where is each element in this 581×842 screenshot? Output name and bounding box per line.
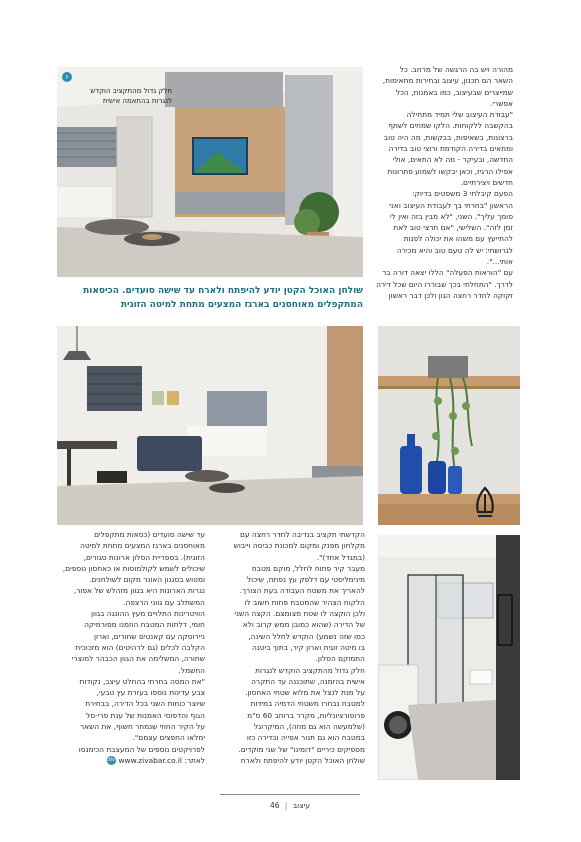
website-line (57, 755, 205, 766)
text-line: הלקוח הצהיר שהמטבח פחות חשוב לו (244, 597, 365, 607)
caption-line: המתקפלים מאוחסנים בארגז המצעים מתחת למיטה הזוגית (120, 299, 363, 310)
text-line: התמוקם הסלון. (315, 654, 365, 664)
text-line: שיוצר כוחות השני בכל הדירה, בבחירת (85, 699, 205, 709)
text-line: מעבר קיר פתוח לחלל, מוקם מטבח (251, 563, 365, 573)
text-line: שמייצרים שבעיצוב, כמו באמנות, הכל (395, 87, 513, 97)
text-line: בהקשבה ללקוחות. הלקו שמחים לשתף (388, 121, 513, 131)
designer-logo-icon (470, 486, 500, 520)
website-link[interactable]: www.zivabar.co.il (118, 755, 182, 765)
text-line: ומתאים בדירה הקודמת ורוצי טוב בדירה (388, 144, 513, 154)
text-line: בו מיטה זוגית וארון קיר, בתוך ביטנה (252, 642, 365, 652)
bathroom-illustration (378, 535, 520, 780)
text-line: השאר הם תכנון, עיצוב ובחירות מתאימות, (382, 76, 513, 86)
text-line: "את המסה בחרתי בהחלט עיצב, נקודות (79, 676, 205, 686)
room-illustration (57, 326, 363, 525)
photo-full-room (57, 326, 363, 525)
text-line: הראשון "בחרתי בך לעבודת העיצוב ואני (389, 200, 513, 210)
text-line: ברצונות, בשאיפות, בבקשות, מה היה טוב (383, 132, 513, 142)
text-line: למטבח נבחרו משטחי הדמיה במידות (250, 699, 365, 709)
text-line: מאוחסנים בארגז המצעים מתחת למיטה (80, 541, 205, 551)
text-line: שחורה, המשלימה את הגוון הכבהר למוצרי (71, 654, 205, 664)
text-line: המשתלב עם גווני הרצפה. (123, 597, 205, 607)
text-line: לפרויקטים נוספים של המעצבת הכימנסו (78, 744, 205, 754)
text-line: שולחן האוכל הקטן יודע להיפתח ולארח (240, 755, 365, 765)
text-line: ומטוש בסגנון האונר מקום לשולחנים. (88, 575, 205, 585)
text-line: הפעם קיבלתי 3 משפטים בדיוק: (412, 189, 513, 199)
photo-shelf-plant (378, 326, 520, 525)
text-line: להתייעץ עם משהו את יכולה לפנות (403, 234, 513, 244)
text-line: על הקיר החוזי שנמחר חשוף, את השאר (79, 722, 205, 732)
website-label: לאתר: (184, 755, 205, 765)
photo-note-line: לנגרות בהתאמה אישית (102, 97, 172, 105)
text-line: של הדירה (שהוא כמובן ממש קרוב ולא (242, 620, 365, 630)
text-line: לדרך. "התחלתי בכך שבוררו היום שכל דירה (376, 279, 513, 289)
text-line: לגרושתי: יש לה טעם טוב והיא מכירה (396, 245, 513, 255)
text-line: פרופורציונליות, מקרר ברוחב 60 ס"מ (247, 710, 365, 720)
photo-note (62, 86, 172, 106)
text-line: שיכולים לשמש לקולמוסות או כאחסון נוספים, (62, 563, 205, 573)
text-line: אפילו הרגיז, וכאן יבקשו לשמוע פתרונות (387, 166, 513, 176)
page-number: 46 (269, 801, 280, 810)
text-line: להאריך את משטח העבודה בעת הצורך. (239, 586, 365, 596)
text-line: נגרות הארונות היא בגוון מזהלש של אפור, (73, 586, 205, 596)
article-column-top-right (375, 64, 513, 301)
text-line: אותי...". (486, 257, 513, 267)
text-line: כמו שזה נשמע) הוקדש לחלל השינה, (248, 631, 365, 641)
text-line: צבע עדינות נוספו בעזרת עץ טבעי, (96, 688, 205, 698)
text-line: ניירוסקה עם קאנטים שחורים, וארון (93, 631, 205, 641)
text-line: הוויטרינות התלויים מעץ ההונגה בגוון (91, 609, 205, 619)
page-footer (220, 794, 360, 810)
text-line: הקדשתי תקציב בנדיבה לחדר רחצה עם (239, 530, 365, 539)
designer-site-icon: ziv (108, 757, 116, 764)
footer-divider: | (284, 801, 288, 810)
photo-bathroom (378, 535, 520, 780)
photo-caption (57, 285, 363, 312)
article-column-bottom-left (57, 529, 205, 766)
caption-line: שולחן האוכל הקטן יודע להיפתח ולארח עד שישה סועדים. הכיסאות (83, 286, 363, 296)
text-line: חלק גדול מהתקציב הוקדש לנגרות (255, 665, 365, 675)
text-line: על מנת לנצל את מלוא שטחי האחסון. (245, 688, 365, 698)
text-line: זמן לזה". השלישי, "אם תרצי טוב לאת (393, 223, 513, 233)
text-line: הזוגית). בספריית הסלון ארונות סגורים, (83, 552, 205, 562)
photo-note-line: חלק גדול מהתקציב הוקדש (90, 87, 172, 95)
text-line: "עבודת העיצוב שלי תמיד מתחילה (406, 110, 513, 120)
text-line: מספיקים כיריים "דומינו" של שני מוקדים. (238, 744, 365, 754)
info-icon: › (62, 72, 72, 82)
magazine-name: עיצוב (292, 801, 311, 810)
text-line: סומך עליך". השני, "לא מבין בזה ואין לי (389, 211, 513, 221)
text-line: עם "הוראות הפעלה" הללו יצאה דורה בר (382, 268, 513, 278)
text-line: (שלמעשה הוא גם מוזה), המיקרוגל (254, 722, 365, 732)
article-column-bottom-middle (218, 529, 365, 766)
text-line: (במגדל אחד)". (316, 552, 365, 562)
text-line: הגוף והדפוסי האמנות של ענת פרי-סל (86, 710, 205, 720)
text-line: במטבח הוא גם תנור אפייה ובדירה כזו (246, 733, 365, 743)
text-line: ולכן הוקצה לו שטח מצומצם. הקצה השני (234, 609, 365, 619)
text-line: החדשה, ובעיקר - מה לא התאים, אולי (392, 155, 513, 165)
text-line: זקוקה לחדר רחצה הגון ולכן דבר ראשון (388, 290, 513, 300)
text-line: מקלחון מפנק ומקום למכונת כביסה וייבוש (233, 541, 365, 551)
text-line: חדשים ויצירתיים. (460, 177, 513, 187)
text-line: אפשרי. (490, 98, 513, 108)
text-line: עד שישה סועדים (כסאות מתקפלים (94, 530, 205, 539)
text-line: החשמל. (178, 665, 205, 675)
text-line: הקלבה לכלים (גם לרהיטים) הוא מזכוכית (75, 642, 205, 652)
text-line: ימלאו החפצים עצמם". (132, 733, 205, 743)
text-line: מינימליסטי עם דלפק עץ נפתח, שיכול (246, 575, 365, 585)
text-line: אישית בהזמנה, שתוכננה עד התקרה (251, 676, 365, 686)
text-line: חומי, דלתות המטבח הוזמנו מפורמיקה (84, 620, 205, 630)
photo-living-room-tv (57, 67, 363, 277)
text-line: מהורה ויש בה הרגשה של מרחב. כל (399, 65, 513, 74)
